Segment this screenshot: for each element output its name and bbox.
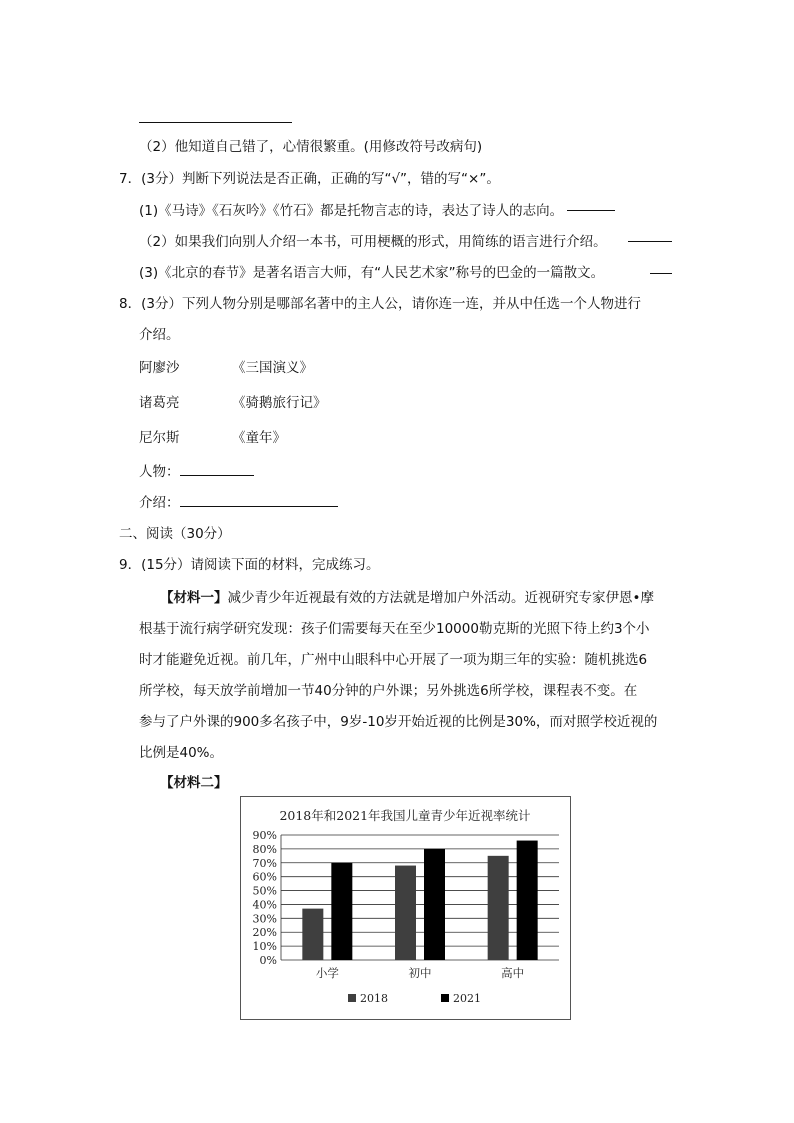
q7-item-1-text: (1)《马诗》《石灰吟》《竹石》都是托物言志的诗，表达了诗人的志向。 [139,203,564,219]
bar-2021-2 [517,841,538,960]
q7-item-2-text: （2）如果我们向别人介绍一本书，可用梗概的形式，用简练的语言进行介绍。 [139,234,607,250]
q7-answer-blank-2[interactable] [628,229,672,242]
x-tick-label: 小学 [315,966,339,980]
q7-answer-blank-1[interactable] [567,198,615,211]
material-1-text: 减少青少年近视最有效的方法就是增加户外活动。近视研究专家伊恩•摩 [227,590,654,606]
person-nils[interactable]: 尼尔斯 [139,430,180,446]
y-tick-label: 30% [252,912,277,926]
book-tongnian[interactable]: 《童年》 [232,430,286,446]
q6-item-2: （2）他知道自己错了，心情很繁重。(用修改符号改病句) [139,139,483,155]
legend-label-2018: 2018 [360,992,388,1005]
legend-swatch-2021 [441,994,449,1002]
legend-label-2021: 2021 [453,992,481,1005]
person-field [139,460,254,480]
y-tick-label: 60% [252,870,277,884]
q7-answer-blank-3[interactable] [650,261,672,274]
person-label: 人物： [139,464,180,480]
material-1-line-6: 比例是40%。 [139,745,224,761]
person-zhugeliang[interactable]: 诸葛亮 [139,395,180,411]
q7-item-2 [139,230,607,250]
bar-2018-2 [488,856,509,960]
person-blank[interactable] [180,463,254,476]
myopia-chart [240,796,571,1020]
material-1-line-2: 根基于流行病学研究发现：孩子们需要每天在至少10000勒克斯的光照下待上约3个小 [139,621,650,637]
book-sanguo[interactable]: 《三国演义》 [232,360,313,376]
chart-canvas [241,797,570,1019]
answer-blank-line[interactable] [139,110,292,123]
q8-stem-line-1: 8．(3分）下列人物分别是哪部名著中的主人公，请你连一连，并从中任选一个人物进行 [119,296,641,312]
material-2-label: 【材料二】 [160,775,228,791]
bar-2018-1 [395,866,416,960]
x-tick-label: 高中 [501,966,525,980]
q9-stem: 9．(15分）请阅读下面的材料，完成练习。 [119,557,380,573]
x-tick-label: 初中 [408,966,432,980]
material-1-line-3: 时才能避免近视。前几年，广州中山眼科中心开展了一项为期三年的实验：随机挑选6 [139,652,648,668]
bar-2021-0 [331,863,352,960]
intro-blank[interactable] [180,494,338,507]
q7-item-3 [139,261,604,281]
legend-swatch-2018 [348,994,356,1002]
bar-2018-0 [302,909,323,960]
bar-2021-1 [424,849,445,960]
q7-item-3-text: (3)《北京的春节》是著名语言大师，有“人民艺术家”称号的巴金的一篇散文。 [139,265,605,281]
y-tick-label: 70% [252,856,277,870]
material-1-line-4: 所学校，每天放学前增加一节40分钟的户外课；另外挑选6所学校，课程表不变。在 [139,683,638,699]
material-1-line-5: 参与了户外课的900多名孩子中，9岁-10岁开始近视的比例是30%，而对照学校近视的 [139,714,658,730]
book-qieluxing[interactable]: 《骑鹅旅行记》 [232,395,327,411]
q7-item-1 [139,199,563,219]
y-tick-label: 90% [252,829,277,842]
y-tick-label: 0% [259,954,277,967]
y-tick-label: 50% [252,884,277,898]
material-1-label: 【材料一】 [160,590,228,606]
chart-title: 2018年和2021年我国儿童青少年近视率统计 [279,808,531,823]
q8-stem-line-2: 介绍。 [139,327,180,343]
person-aliaosha[interactable]: 阿廖沙 [139,360,180,376]
intro-label: 介绍： [139,495,180,511]
intro-field [139,491,338,511]
q7-stem: 7．(3分）判断下列说法是否正确，正确的写“√”，错的写“×”。 [119,171,500,187]
section-heading: 二、阅读（30分） [119,526,231,542]
y-tick-label: 10% [252,940,277,954]
material-1-line-1 [160,586,654,606]
y-tick-label: 40% [252,898,277,912]
y-tick-label: 20% [252,926,277,940]
y-tick-label: 80% [252,842,277,856]
